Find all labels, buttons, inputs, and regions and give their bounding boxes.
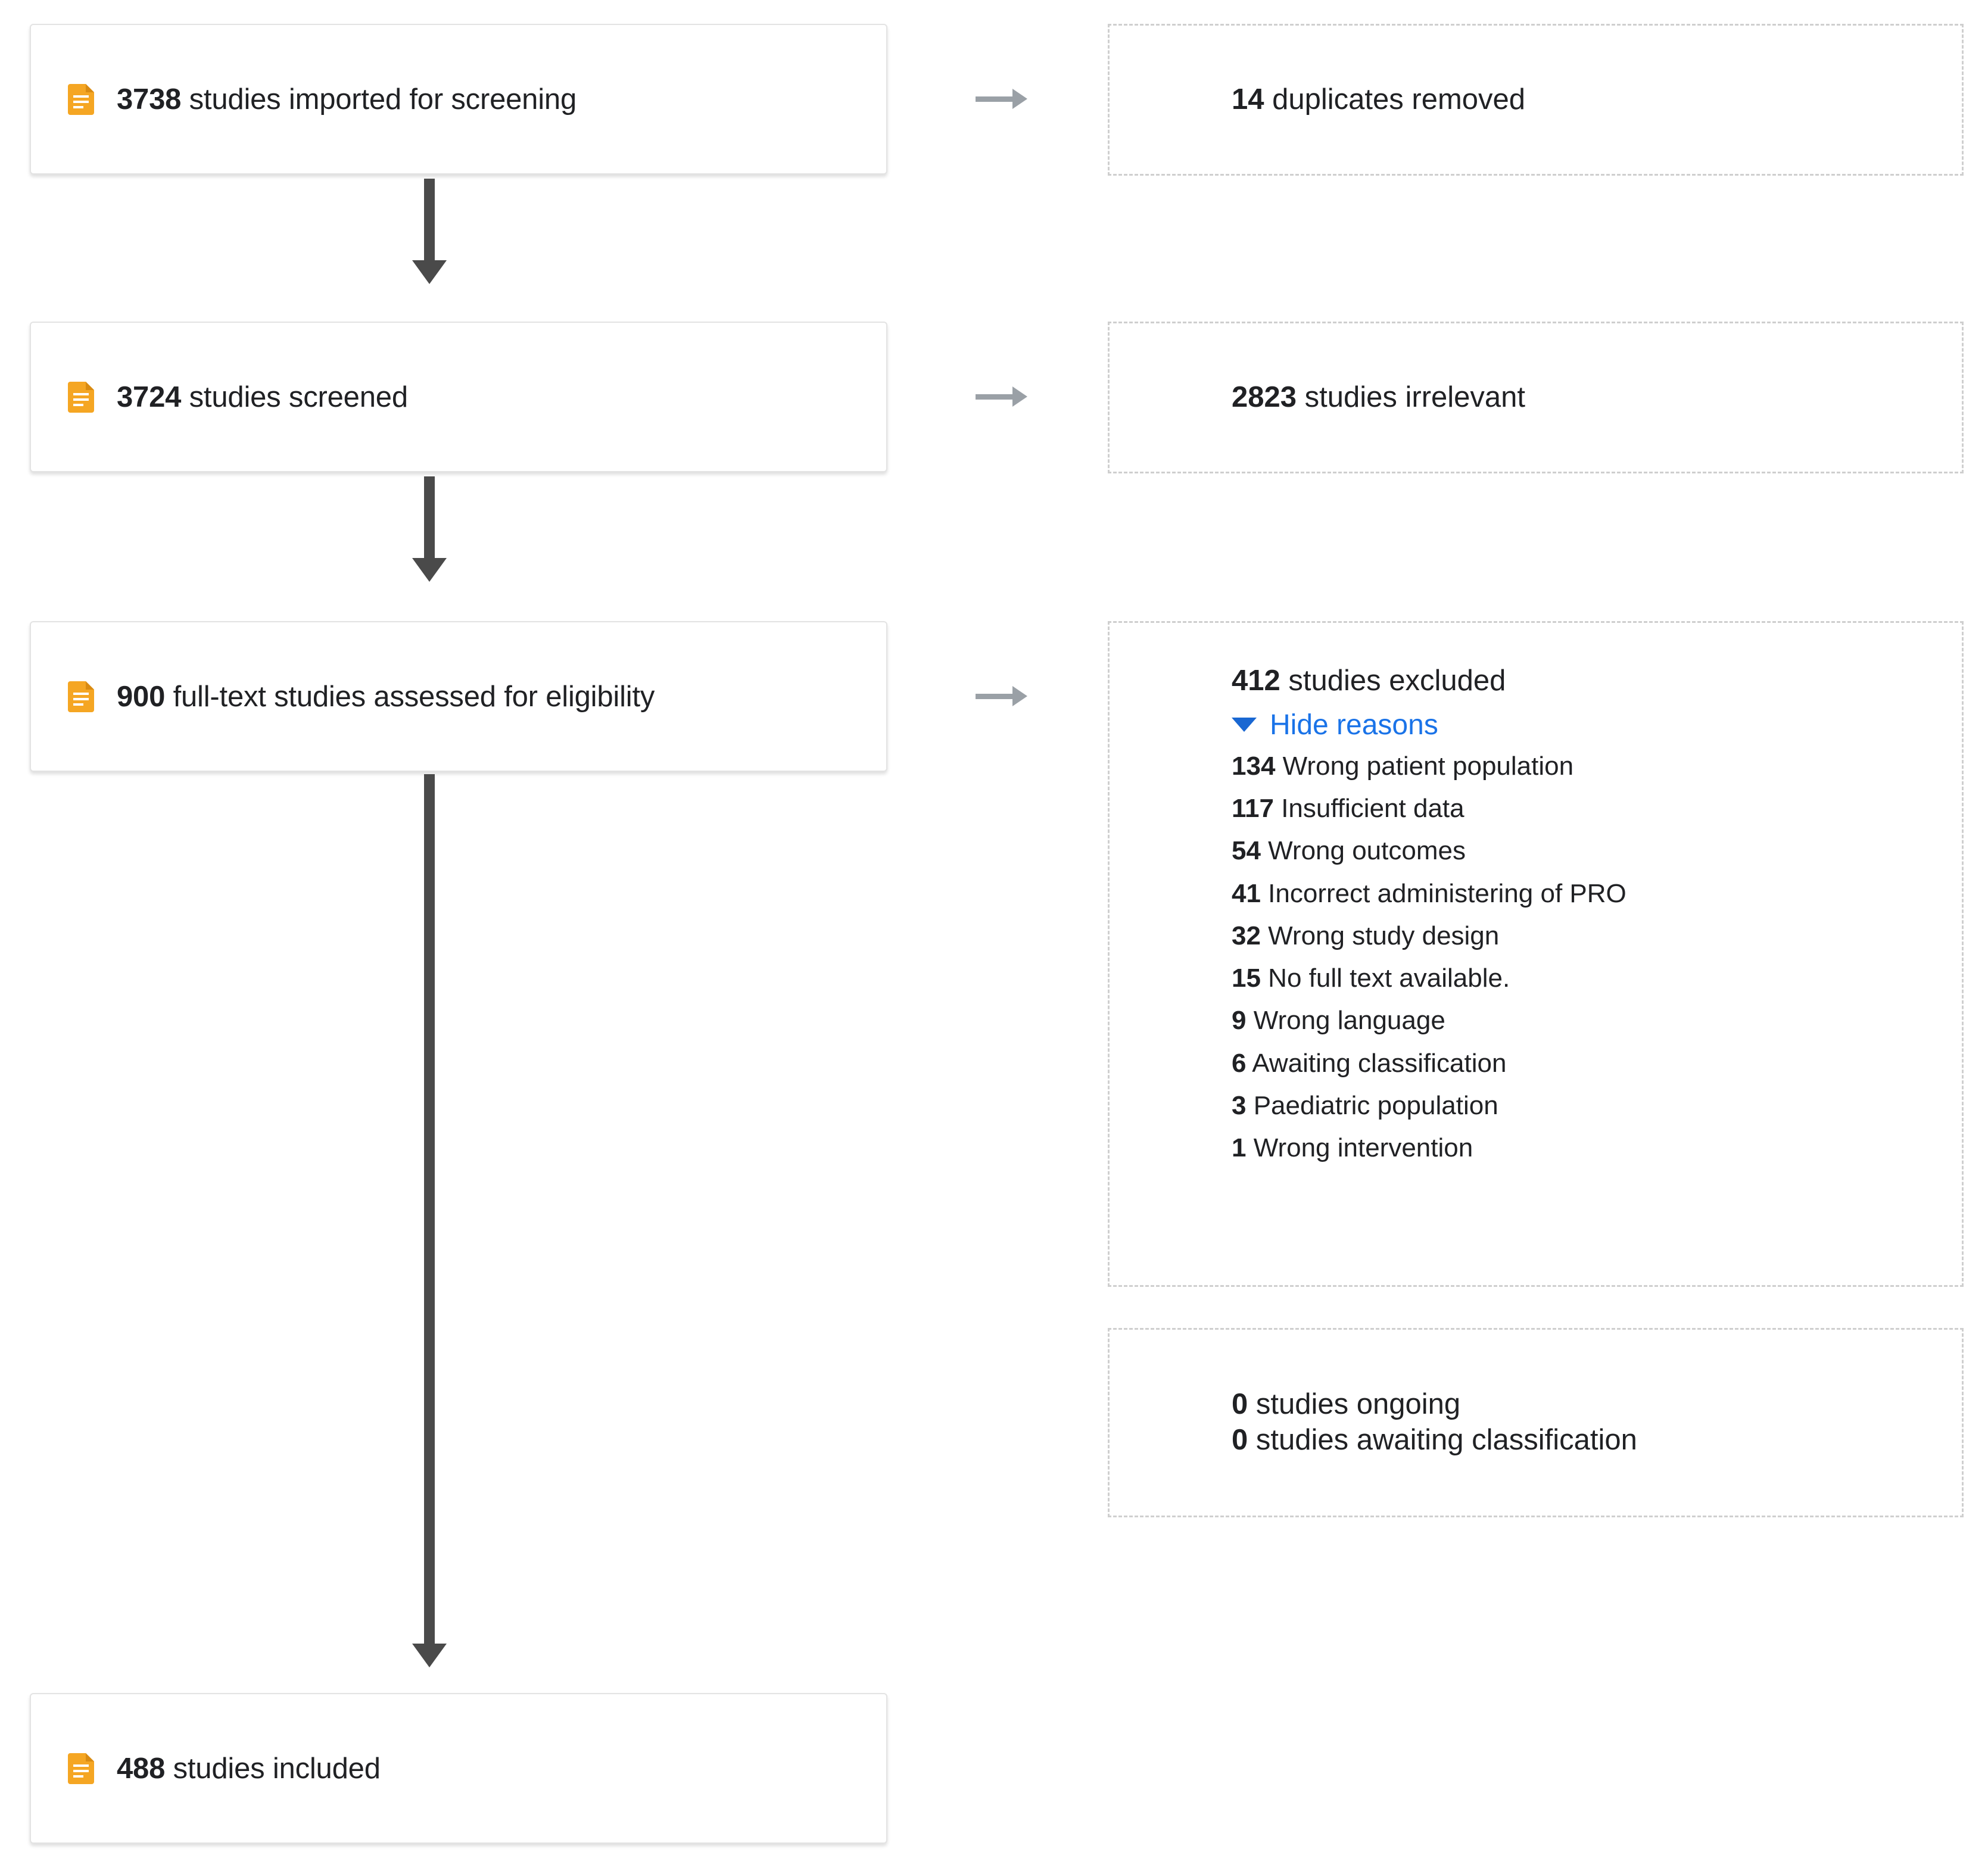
reason-count: 41 xyxy=(1232,878,1261,908)
arrow-screened-to-irrelevant xyxy=(976,394,1012,400)
hide-reasons-label: Hide reasons xyxy=(1270,709,1438,741)
list-item xyxy=(1232,915,1962,957)
reason-label: Wrong intervention xyxy=(1246,1133,1473,1163)
stage-box-included[interactable] xyxy=(30,1693,887,1844)
arrow-imported-to-duplicates xyxy=(976,96,1012,102)
aside-line-awaiting xyxy=(1232,1423,1962,1458)
aside-box-duplicates xyxy=(1108,24,1964,176)
stage-label-included xyxy=(117,1752,381,1785)
list-item xyxy=(1232,745,1962,787)
exclusion-reason-list xyxy=(1232,745,1962,1170)
aside-line-excluded xyxy=(1232,663,1962,699)
stage-count-fulltext: 900 xyxy=(117,680,166,713)
aside-count-excluded: 412 xyxy=(1232,665,1280,697)
aside-box-irrelevant xyxy=(1108,322,1964,473)
stage-text-screened: studies screened xyxy=(181,381,408,413)
stage-text-imported: studies imported for screening xyxy=(181,83,577,116)
aside-count-awaiting: 0 xyxy=(1232,1424,1248,1456)
reason-count: 3 xyxy=(1232,1090,1247,1120)
reason-label: Wrong language xyxy=(1246,1006,1445,1036)
stage-label-imported xyxy=(117,83,577,116)
arrow-fulltext-to-included xyxy=(424,774,435,1650)
arrow-head-screened-to-fulltext xyxy=(412,558,447,582)
document-icon xyxy=(68,382,94,413)
stage-box-fulltext[interactable] xyxy=(30,621,887,772)
stage-text-fulltext: full-text studies assessed for eligibility xyxy=(165,680,655,713)
aside-line-irrelevant xyxy=(1232,380,1962,416)
document-icon xyxy=(68,681,94,712)
list-item xyxy=(1232,999,1962,1042)
stage-text-included: studies included xyxy=(165,1752,381,1785)
aside-text-excluded: studies excluded xyxy=(1280,665,1506,697)
caret-down-icon xyxy=(1232,718,1257,732)
aside-text-duplicates: duplicates removed xyxy=(1264,83,1526,116)
reason-label: No full text available. xyxy=(1260,964,1510,993)
arrow-head-fulltext-to-excluded xyxy=(1012,686,1027,706)
reason-label: Paediatric population xyxy=(1246,1090,1498,1120)
list-item xyxy=(1232,1042,1962,1084)
arrow-screened-to-fulltext xyxy=(424,476,435,565)
list-item xyxy=(1232,957,1962,999)
aside-box-ongoing xyxy=(1108,1328,1964,1517)
reason-count: 15 xyxy=(1232,964,1261,993)
arrow-head-screened-to-irrelevant xyxy=(1012,386,1027,407)
stage-box-screened[interactable] xyxy=(30,322,887,472)
stage-count-included: 488 xyxy=(117,1752,166,1785)
document-icon xyxy=(68,84,94,115)
reason-label: Insufficient data xyxy=(1273,794,1464,824)
aside-text-ongoing: studies ongoing xyxy=(1248,1388,1461,1421)
arrow-fulltext-to-excluded xyxy=(976,694,1012,699)
stage-label-fulltext xyxy=(117,680,655,713)
list-item xyxy=(1232,872,1962,915)
stage-count-imported: 3738 xyxy=(117,83,182,116)
arrow-head-imported-to-duplicates xyxy=(1012,89,1027,109)
reason-count: 54 xyxy=(1232,836,1261,866)
aside-count-irrelevant: 2823 xyxy=(1232,381,1297,413)
document-icon xyxy=(68,1753,94,1784)
hide-reasons-toggle[interactable] xyxy=(1232,709,1438,741)
reason-label: Wrong study design xyxy=(1260,921,1500,950)
reason-label: Incorrect administering of PRO xyxy=(1260,878,1626,908)
stage-count-screened: 3724 xyxy=(117,381,182,413)
arrow-imported-to-screened xyxy=(424,179,435,267)
arrow-head-imported-to-screened xyxy=(412,260,447,284)
reason-count: 6 xyxy=(1232,1048,1247,1078)
reason-count: 117 xyxy=(1232,794,1274,824)
reason-label: Awaiting classification xyxy=(1246,1048,1507,1078)
list-item xyxy=(1232,787,1962,830)
arrow-head-fulltext-to-included xyxy=(412,1644,447,1667)
aside-count-duplicates: 14 xyxy=(1232,83,1264,116)
aside-line-ongoing xyxy=(1232,1387,1962,1423)
list-item xyxy=(1232,1127,1962,1169)
reason-count: 1 xyxy=(1232,1133,1247,1163)
aside-count-ongoing: 0 xyxy=(1232,1388,1248,1421)
reason-label: Wrong patient population xyxy=(1275,751,1574,781)
stage-box-imported[interactable] xyxy=(30,24,887,174)
reason-count: 134 xyxy=(1232,751,1276,781)
stage-label-screened xyxy=(117,381,408,414)
aside-line-duplicates xyxy=(1232,82,1962,118)
reason-count: 32 xyxy=(1232,921,1261,950)
aside-box-excluded xyxy=(1108,621,1964,1287)
list-item xyxy=(1232,830,1962,872)
list-item xyxy=(1232,1084,1962,1127)
aside-text-awaiting: studies awaiting classification xyxy=(1248,1424,1637,1456)
aside-text-irrelevant: studies irrelevant xyxy=(1297,381,1526,413)
reason-count: 9 xyxy=(1232,1006,1247,1036)
reason-label: Wrong outcomes xyxy=(1260,836,1466,866)
